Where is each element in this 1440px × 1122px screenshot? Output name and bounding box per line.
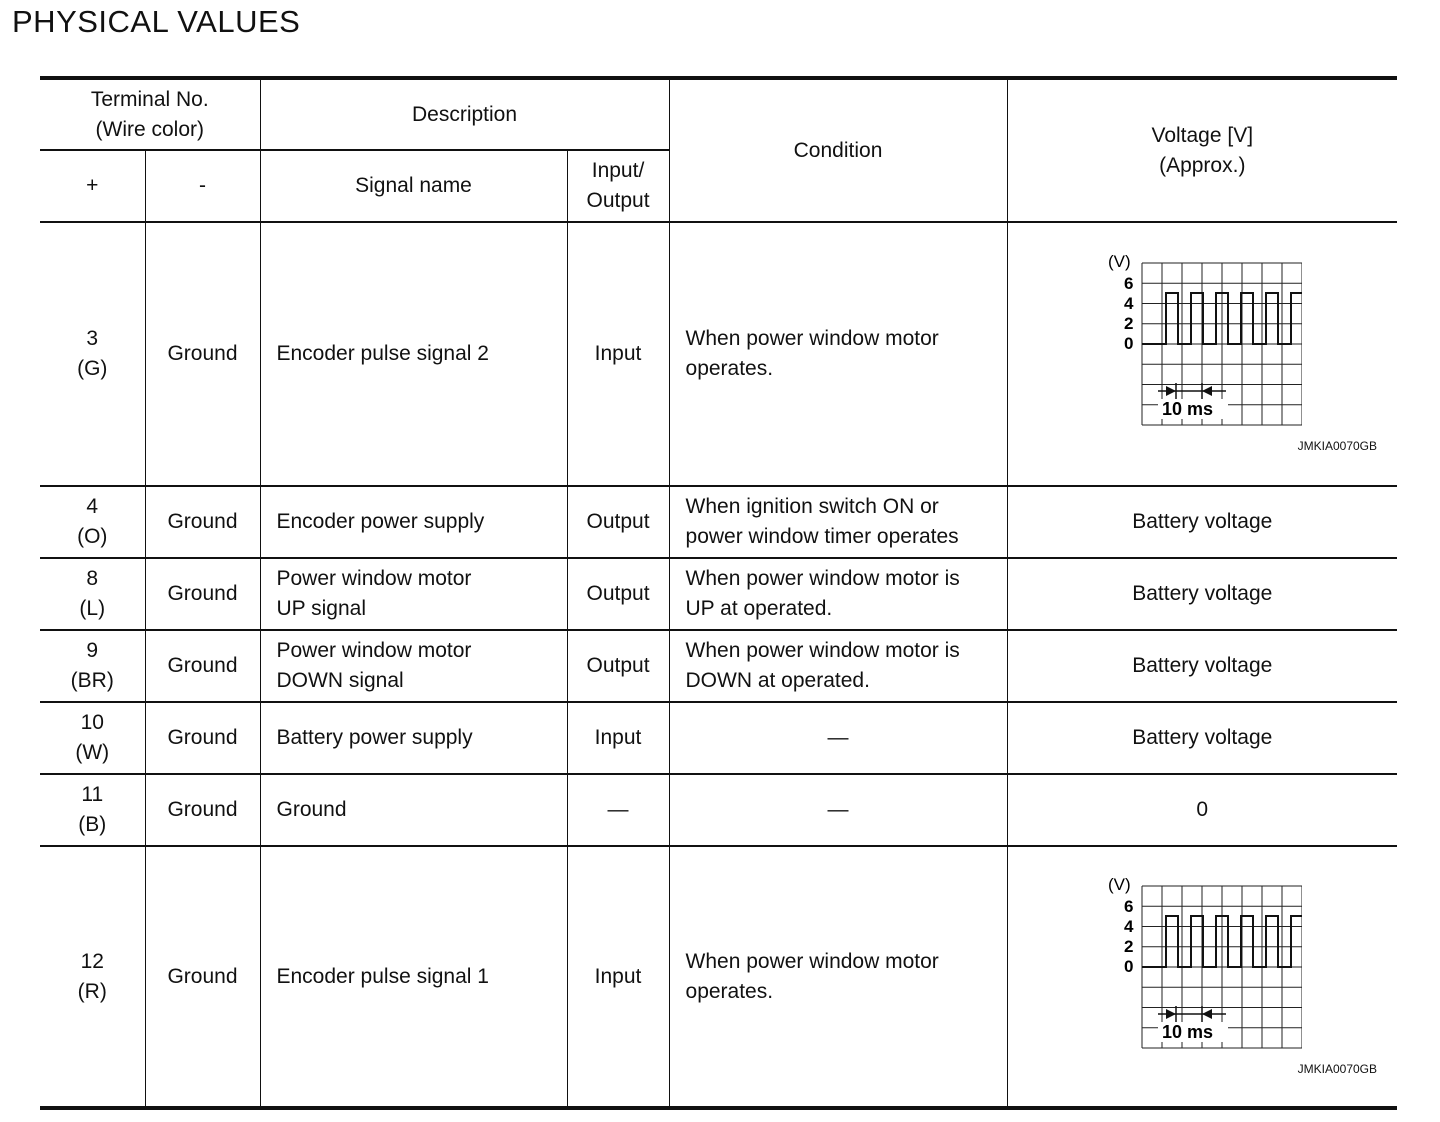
y-tick-label: 6 — [1124, 274, 1134, 293]
y-unit-label: (V) — [1108, 255, 1131, 271]
table-row — [40, 558, 1397, 630]
time-marker — [1158, 1006, 1226, 1022]
table-row — [40, 222, 1397, 486]
terminal-plus-cell: 10 (W) — [40, 702, 145, 774]
io-cell: Input — [567, 702, 669, 774]
y-tick-label: 6 — [1124, 896, 1134, 916]
terminal-plus-cell: 9 (BR) — [40, 630, 145, 702]
io-cell: Input — [567, 222, 669, 486]
condition-cell: When power window motor operates. — [669, 846, 1007, 1108]
io-cell: Output — [567, 486, 669, 558]
table-body — [40, 222, 1397, 1108]
physical-values-table — [40, 76, 1397, 1110]
io-cell: Output — [567, 630, 669, 702]
terminal-plus-cell: 11 (B) — [40, 774, 145, 846]
voltage-header: Voltage [V] (Approx.) — [1007, 78, 1397, 222]
voltage-cell: Battery voltage — [1007, 486, 1397, 558]
io-header: Input/ Output — [567, 150, 669, 222]
y-tick-label: 4 — [1124, 916, 1134, 936]
minus-header: - — [145, 150, 260, 222]
time-scale-label: 10 ms — [1162, 1021, 1214, 1042]
table-row — [40, 702, 1397, 774]
waveform-figure — [1008, 878, 1398, 1076]
waveform-plot — [1102, 878, 1302, 1058]
y-unit-label: (V) — [1108, 877, 1131, 894]
condition-cell: When power window motor operates. — [669, 222, 1007, 486]
terminal-header: Terminal No. (Wire color) — [40, 78, 260, 150]
voltage-cell — [1007, 222, 1397, 486]
terminal-minus-cell: Ground — [145, 486, 260, 558]
signal-name-cell: Encoder power supply — [260, 486, 567, 558]
table-row — [40, 486, 1397, 558]
condition-cell: — — [669, 702, 1007, 774]
terminal-plus-cell: 8 (L) — [40, 558, 145, 630]
terminal-minus-cell: Ground — [145, 558, 260, 630]
waveform-plot — [1102, 255, 1302, 435]
y-tick-label: 2 — [1124, 314, 1134, 333]
table-row — [40, 774, 1397, 846]
condition-cell: When power window motor is UP at operated. — [669, 558, 1007, 630]
signal-name-cell: Battery power supply — [260, 702, 567, 774]
time-marker — [1158, 383, 1226, 399]
io-cell: Input — [567, 846, 669, 1108]
terminal-minus-cell: Ground — [145, 630, 260, 702]
y-tick-label: 2 — [1124, 936, 1134, 956]
terminal-minus-cell: Ground — [145, 222, 260, 486]
y-tick-label: 4 — [1124, 294, 1134, 313]
table-row — [40, 846, 1397, 1108]
time-scale-label: 10 ms — [1162, 399, 1214, 419]
y-tick-label: 0 — [1124, 956, 1134, 976]
voltage-cell — [1007, 846, 1397, 1108]
signal-name-cell: Encoder pulse signal 1 — [260, 846, 567, 1108]
terminal-minus-cell: Ground — [145, 846, 260, 1108]
signal-name-cell: Power window motor UP signal — [260, 558, 567, 630]
terminal-minus-cell: Ground — [145, 702, 260, 774]
condition-cell: When ignition switch ON or power window timer operates — [669, 486, 1007, 558]
figure-code: JMKIA0070GB — [1297, 439, 1378, 453]
y-tick-label: 0 — [1124, 334, 1134, 353]
page-title: PHYSICAL VALUES — [12, 4, 301, 39]
io-cell: Output — [567, 558, 669, 630]
description-header: Description — [260, 78, 669, 150]
condition-header: Condition — [669, 78, 1007, 222]
terminal-plus-cell: 3 (G) — [40, 222, 145, 486]
voltage-cell: Battery voltage — [1007, 702, 1397, 774]
figure-code: JMKIA0070GB — [1297, 1061, 1378, 1076]
signal-name-cell: Ground — [260, 774, 567, 846]
table-row — [40, 630, 1397, 702]
voltage-cell: Battery voltage — [1007, 558, 1397, 630]
io-cell: — — [567, 774, 669, 846]
signal-name-header: Signal name — [260, 150, 567, 222]
voltage-cell: Battery voltage — [1007, 630, 1397, 702]
terminal-plus-cell: 4 (O) — [40, 486, 145, 558]
condition-cell: When power window motor is DOWN at operated. — [669, 630, 1007, 702]
plus-header: + — [40, 150, 145, 222]
waveform-figure — [1008, 255, 1398, 453]
voltage-cell: 0 — [1007, 774, 1397, 846]
terminal-plus-cell: 12 (R) — [40, 846, 145, 1108]
condition-cell: — — [669, 774, 1007, 846]
terminal-minus-cell: Ground — [145, 774, 260, 846]
signal-name-cell: Power window motor DOWN signal — [260, 630, 567, 702]
signal-name-cell: Encoder pulse signal 2 — [260, 222, 567, 486]
